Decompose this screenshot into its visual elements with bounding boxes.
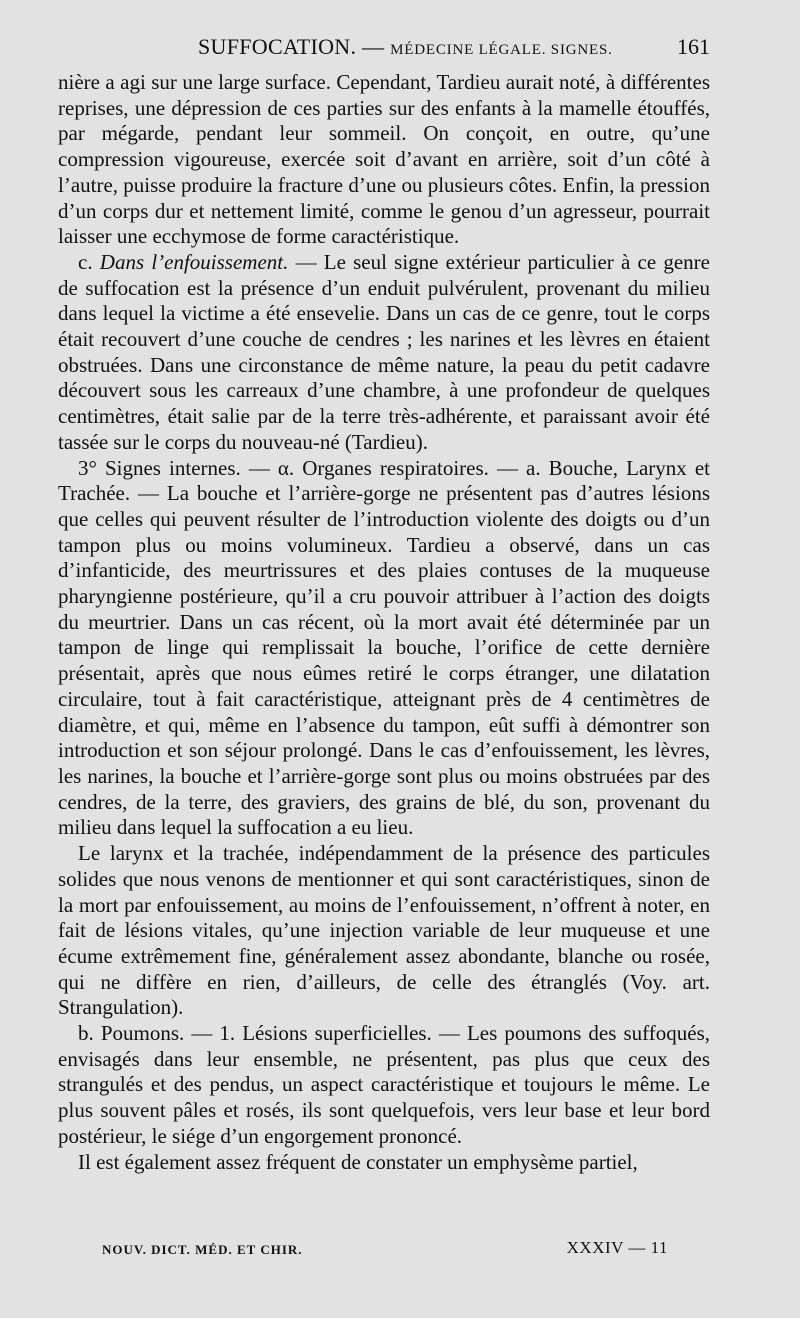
running-title [198, 34, 613, 60]
footer-signature-title: NOUV. DICT. MÉD. ET CHIR. [102, 1242, 303, 1257]
paragraph-2-heading: Dans l’enfouissement. [99, 249, 289, 274]
running-header [60, 34, 710, 62]
body-text [58, 70, 710, 1175]
paragraph-2-lead: c. [78, 249, 100, 274]
paragraph-4: Le larynx et la trachée, indépendamment de la présence des particules solides que nous venons de mentionner et qui sont caractéristiques, sinon de la mort par enfouissement, au moins de l’enfouissement, n’offrent à noter, en fait de lésions vitales, qu’une injection variable de leur muqueuse et une écume extrêmement fine, généralement assez abondante, blanche ou rosée, qui ne diffère en rien, d’ailleurs, de celle des étranglés (Voy. art. Strangulation). [58, 841, 710, 1020]
page-number: 161 [677, 34, 710, 59]
running-title-main: SUFFOCATION. — [198, 34, 391, 59]
footer-signature-number: XXXIV — 11 [566, 1238, 668, 1257]
paragraph-2-body: — Le seul signe extérieur particulier à ce genre de suffocation est la présence d’un enduit pulvérulent, provenant du milieu dans lequel la victime a été ensevelie. Dans un cas de ce genre, tout le corps était recouvert d’une couche de cendres ; les narines et les lèvres en étaient obstruées. Dans une circonstance de même nature, la peau du petit cadavre découvert sous les carreaux d’une chambre, à une profondeur de quelques centimètres, était salie par de la terre très-adhérente, et paraissant avoir été tassée sur le corps du nouveau-né (Tardieu). [58, 249, 710, 454]
paragraph-2 [58, 250, 710, 456]
paragraph-1: nière a agi sur une large surface. Cependant, Tardieu aurait noté, à différentes reprises, une dépression de ces parties sur des enfants à la mamelle étouffés, par mégarde, pendant leur sommeil. On conçoit, en outre, qu’une compression vigoureuse, exercée soit d’avant en arrière, soit d’un côté à l’autre, puisse produire la fracture d’une ou plusieurs côtes. Enfin, la pression d’un corps dur et nettement limité, comme le genou d’un agresseur, pourrait laisser une ecchymose de forme caractéristique. [58, 70, 710, 249]
paragraph-5: b. Poumons. — 1. Lésions superficielles. — Les poumons des suffoqués, envisagés dans leur ensemble, ne présentent, pas plus que ceux des strangulés et des pendus, un aspect caractéristique et toujours le même. Le plus souvent pâles et rosés, ils sont quelquefois, vers leur base et leur bord postérieur, le siége d’un engorgement prononcé. [58, 1021, 710, 1148]
running-title-subtitle: MÉDECINE LÉGALE. SIGNES. [390, 42, 613, 58]
paragraph-3: 3° Signes internes. — α. Organes respiratoires. — a. Bouche, Larynx et Trachée. — La bouche et l’arrière-gorge ne présentent pas d’autres lésions que celles qui peuvent résulter de l’introduction violente des doigts ou d’un tampon plus ou moins volumineux. Tardieu a observé, dans un cas d’infanticide, des meurtrissures et des plaies contuses de la muqueuse pharyngienne postérieure, qu’il a cru pouvoir attribuer à l’action des doigts du meurtrier. Dans un cas récent, où la mort avait été déterminée par un tampon de linge qui remplissait la bouche, l’orifice de cette dernière présentait, après que nous eûmes retiré le corps étranger, une dilatation circulaire, tout à fait caractéristique, atteignant près de 4 centimètres de diamètre, et qui, même en l’absence du tampon, eût suffi à démontrer son introduction et son séjour prolongé. Dans le cas d’enfouissement, les lèvres, les narines, la bouche et l’arrière-gorge sont plus ou moins obstruées par des cendres, de la terre, des graviers, des grains de blé, du son, provenant du milieu dans lequel la suffocation a eu lieu. [58, 455, 710, 840]
page-footer [102, 1238, 668, 1260]
paragraph-6: Il est également assez fréquent de constater un emphysème partiel, [78, 1149, 638, 1174]
